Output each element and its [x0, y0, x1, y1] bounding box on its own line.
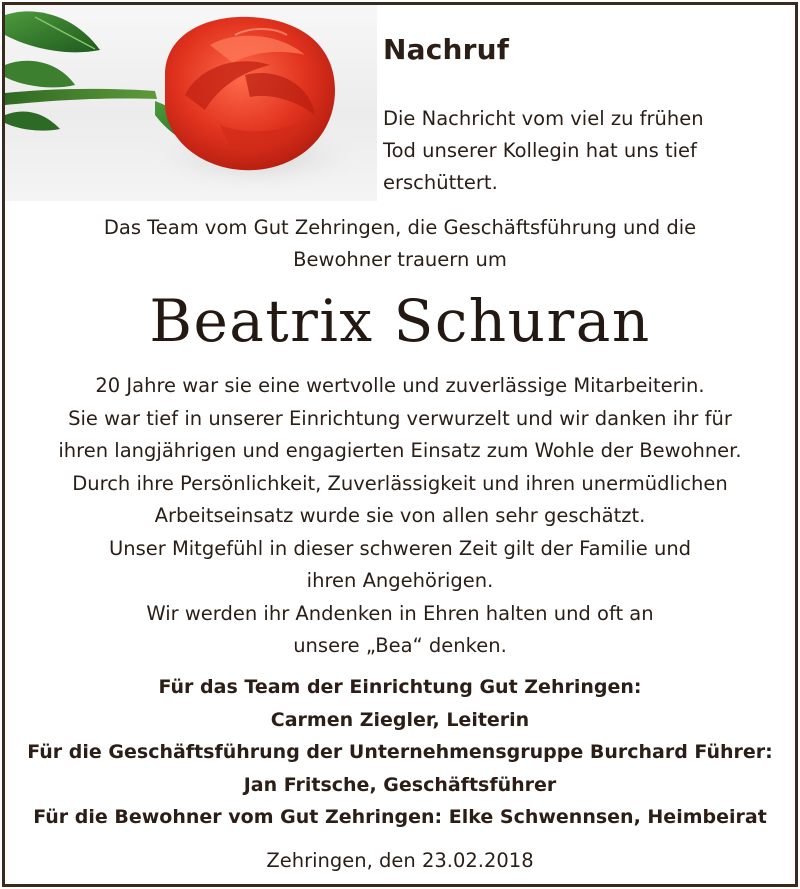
signoff-line: Für die Geschäftsführung der Unternehmensgruppe Burchard Führer: [27, 741, 773, 763]
tribute-line: ihren langjährigen und engagierten Einsatz zum Wohle der Bewohner. [58, 439, 742, 462]
intro-line: erschüttert. [383, 171, 498, 194]
tribute-line: Wir werden ihr Andenken in Ehren halten und oft an [146, 601, 654, 625]
signoff-line: Jan Fritsche, Geschäftsführer [243, 773, 557, 796]
rose-image [5, 5, 377, 201]
signoff-line: Für das Team der Einrichtung Gut Zehringen: [158, 676, 642, 698]
obituary-notice [2, 2, 798, 887]
mourners-line: Das Team vom Gut Zehringen, die Geschäftsführung und die [103, 216, 697, 239]
tribute-line: Sie war tief in unserer Einrichtung verwurzelt und wir danken ihr für [68, 406, 732, 430]
tribute-line: Unser Mitgefühl in dieser schweren Zeit gilt der Familie und [108, 536, 692, 560]
mourners-line: Bewohner trauern um [293, 248, 507, 271]
signoff-line: Für die Bewohner vom Gut Zehringen: Elke Schwennsen, Heimbeirat [33, 806, 767, 828]
intro-line: Tod unserer Kollegin hat uns tief [383, 139, 697, 162]
notice-heading: Nachruf [383, 33, 510, 66]
intro-line: Die Nachricht vom viel zu frühen [383, 107, 704, 130]
mourners-text [5, 212, 795, 276]
tribute-line: Durch ihre Persönlichkeit, Zuverlässigkeit und ihren unermüdlichen [72, 471, 728, 495]
tribute-line: Arbeitseinsatz wurde sie von allen sehr geschätzt. [154, 504, 646, 527]
tribute-line: ihren Angehörigen. [306, 569, 494, 592]
signoff-line: Carmen Ziegler, Leiterin [270, 708, 530, 731]
deceased-name: Beatrix Schuran [149, 287, 651, 355]
tribute-line: unsere „Bea“ denken. [293, 634, 507, 657]
dateline: Zehringen, den 23.02.2018 [266, 849, 534, 872]
intro-text [383, 103, 783, 199]
tribute-text [5, 370, 795, 663]
red-rose-icon [5, 5, 377, 201]
tribute-line: 20 Jahre war sie eine wertvolle und zuverlässige Mitarbeiterin. [95, 374, 705, 397]
signoff-block [5, 671, 795, 834]
